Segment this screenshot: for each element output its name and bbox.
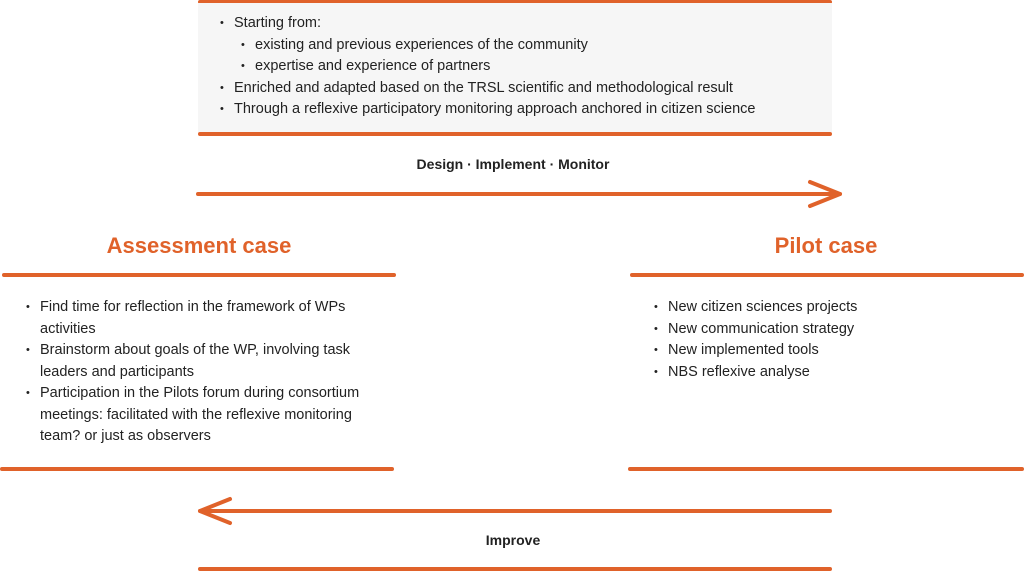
pilot-case-list [654, 297, 1014, 383]
pilot-case-item: • New citizen sciences projects [654, 297, 1014, 319]
top-box-subitem: • expertise and experience of partners [241, 56, 820, 78]
backward-arrow-label: Improve [485, 532, 541, 548]
top-box-list [220, 13, 820, 121]
arrow-right-icon [196, 179, 846, 209]
assessment-case-list [26, 297, 386, 448]
assessment-case-item: • Find time for reflection in the framework of WPs activities [26, 297, 386, 340]
pilot-case-item: • New communication strategy [654, 319, 1014, 341]
assessment-case-bottom-border [0, 467, 394, 471]
pilot-case-title: Pilot case [774, 233, 878, 258]
pilot-case-bottom-border [628, 467, 1024, 471]
top-box-subitem: • existing and previous experiences of the community [241, 35, 820, 57]
pilot-case-item: • NBS reflexive analyse [654, 362, 1014, 384]
pilot-case-top-border [630, 273, 1024, 277]
top-box-item: • Starting from: [220, 13, 820, 35]
top-box-bottom-border [198, 132, 832, 136]
forward-arrow-label: Design · Implement · Monitor [416, 156, 610, 172]
assessment-case-title: Assessment case [106, 233, 292, 258]
assessment-case-item: • Participation in the Pilots forum during consortium meetings: facilitated with the reflexive monitoring team? or just as observers [26, 383, 386, 448]
pilot-case-item: • New implemented tools [654, 340, 1014, 362]
assessment-case-top-border [2, 273, 396, 277]
arrow-left-icon [194, 496, 834, 526]
assessment-case-item: • Brainstorm about goals of the WP, involving task leaders and participants [26, 340, 386, 383]
top-box-item: • Through a reflexive participatory monitoring approach anchored in citizen science [220, 99, 820, 121]
top-box-item: • Enriched and adapted based on the TRSL scientific and methodological result [220, 78, 820, 100]
bottom-border [198, 567, 832, 571]
